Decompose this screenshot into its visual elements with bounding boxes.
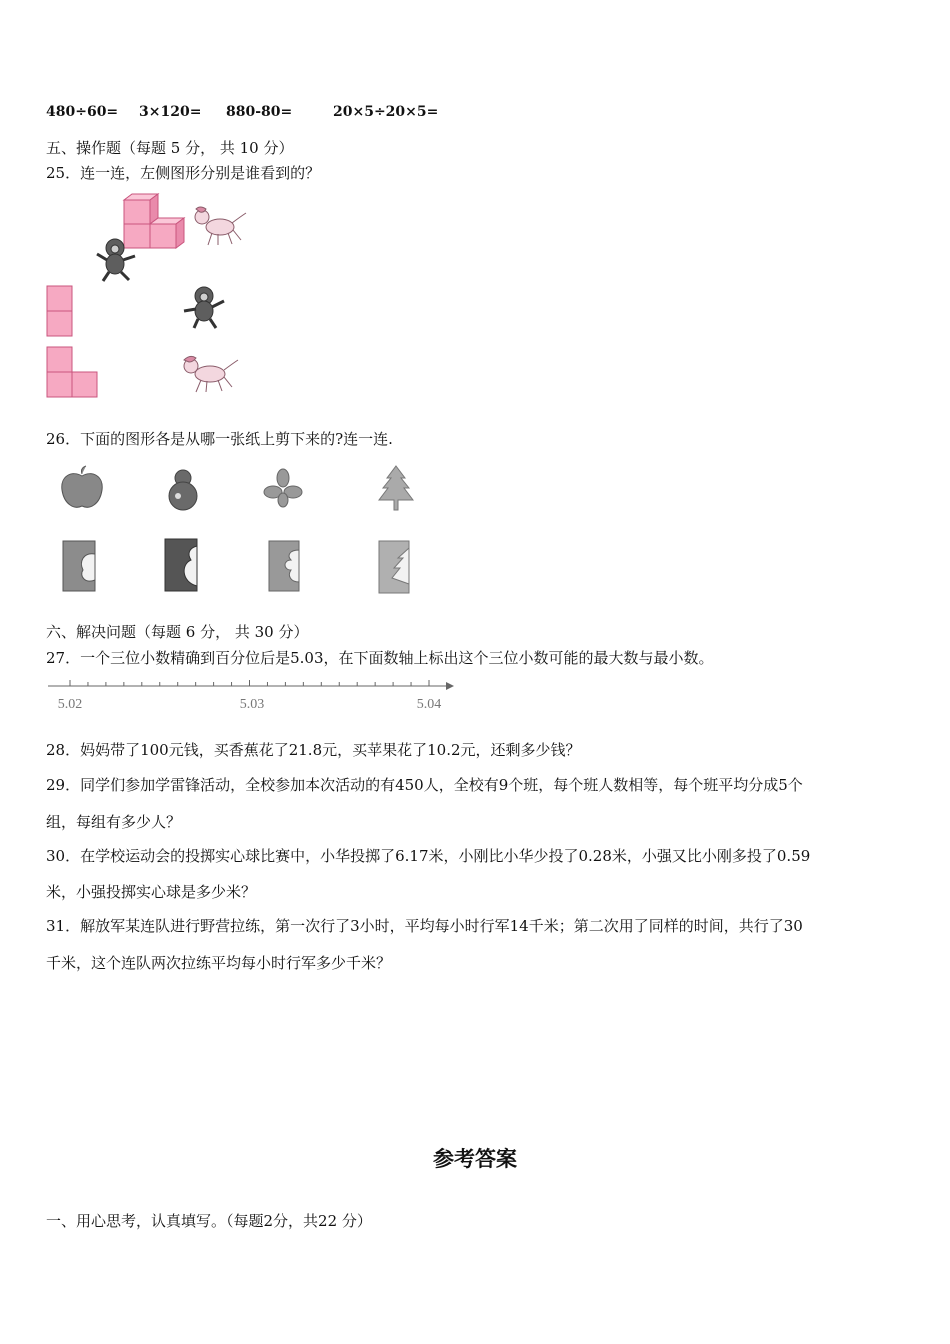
dog-image (190, 205, 248, 247)
answers-title: 参考答案 (433, 1146, 517, 1171)
axis-label: 5.04 (416, 697, 442, 712)
view-shape-vertical (46, 285, 74, 337)
answers-section-1: 一、用心思考，认真填写。（每题2分，共22 分） (46, 1212, 372, 1230)
apple-cutout-icon (60, 466, 104, 510)
monkey-image (182, 285, 228, 329)
question-26: 26．下面的图形各是从哪一张纸上剪下来的?连一连. (46, 430, 393, 448)
question-25: 25．连一连，左侧图形分别是谁看到的？ (46, 164, 321, 182)
paper-gourd-hole-icon (164, 538, 198, 592)
calc-item: 3×120= (139, 104, 202, 120)
paper-apple-hole-icon (62, 540, 96, 592)
axis-label: 5.02 (57, 697, 83, 712)
number-line (46, 676, 456, 718)
paper-flower-hole-icon (268, 540, 300, 592)
question-30-line-2: 米，小强投掷实心球是多少米？ (46, 883, 257, 901)
paper-tree-hole-icon (378, 540, 410, 594)
dog-image (180, 352, 240, 394)
section-5-heading: 五、操作题（每题 5 分， 共 10 分） (46, 139, 294, 157)
calc-item: 880-80= (226, 104, 293, 120)
calc-item: 480÷60= (46, 104, 119, 120)
gourd-cutout-icon (165, 466, 201, 512)
section-6-heading: 六、解决问题（每题 6 分， 共 30 分） (46, 623, 309, 641)
question-28: 28．妈妈带了100元钱，买香蕉花了21.8元，买苹果花了10.2元，还剩多少钱？ (46, 741, 581, 759)
axis-label: 5.03 (239, 697, 265, 712)
axis-arrow-icon (446, 682, 454, 690)
monkey-image (93, 236, 139, 282)
question-31-line-1: 31．解放军某连队进行野营拉练，第一次行了3小时，平均每小时行军14千米；第二次用了同样的时间，共行了30 (46, 917, 803, 935)
flower-cutout-icon (263, 468, 303, 508)
question-29-line-2: 组，每组有多少人？ (46, 813, 182, 831)
view-shape-l (46, 346, 100, 398)
calc-item: 20×5÷20×5= (333, 104, 439, 120)
question-27: 27．一个三位小数精确到百分位后是5.03，在下面数轴上标出这个三位小数可能的最大数与最小数。 (46, 649, 714, 667)
question-30-line-1: 30．在学校运动会的投掷实心球比赛中，小华投掷了6.17米，小刚比小华少投了0.28米，小强又比小刚多投了0.59 (46, 847, 811, 865)
question-31-line-2: 千米，这个连队两次拉练平均每小时行军多少千米？ (46, 954, 392, 972)
tree-cutout-icon (377, 466, 415, 510)
question-29-line-1: 29．同学们参加学雷锋活动，全校参加本次活动的有450人，全校有9个班，每个班人数相等，每个班平均分成5个 (46, 776, 803, 794)
